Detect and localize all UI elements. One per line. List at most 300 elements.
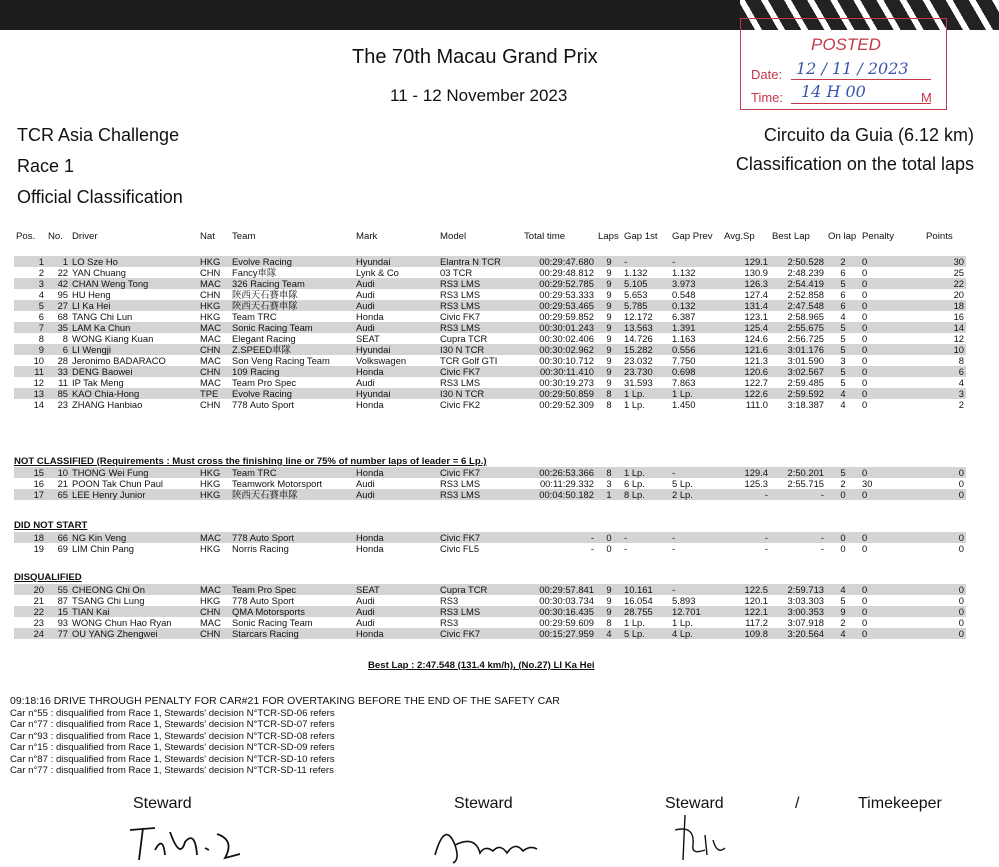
- cell-car-number: 27: [46, 300, 70, 311]
- cell-points: 0: [924, 467, 966, 478]
- column-header-on-lap: On lap: [828, 231, 857, 242]
- cell-mark: Honda: [356, 399, 384, 410]
- cell-gap-prev: 1.163: [672, 333, 696, 344]
- cell-driver: KAO Chia-Hong: [70, 388, 198, 399]
- cell-avg-speed: 121.6: [722, 344, 770, 355]
- cell-gap-prev: 5 Lp.: [672, 478, 693, 489]
- cell-gap-1st: 1 Lp.: [622, 467, 670, 478]
- cell-best-lap: 3:00.353: [770, 606, 826, 617]
- cell-pos: 22: [14, 606, 46, 617]
- cell-car-number: 6: [46, 344, 70, 355]
- table-row: [14, 543, 966, 554]
- table-row: [14, 606, 966, 617]
- cell-penalty: 0: [862, 543, 868, 554]
- cell-penalty: 0: [860, 278, 924, 289]
- cell-gap-1st: 1 Lp.: [622, 388, 670, 399]
- cell-gap-1st: 10.161: [622, 584, 670, 595]
- cell-on-lap: 5: [826, 344, 860, 355]
- cell-avg-speed: 125.3: [744, 478, 768, 489]
- stamp-time-unit: M: [921, 90, 932, 105]
- cell-gap-prev: 5.893: [672, 595, 696, 606]
- cell-total-time: 00:29:53.465: [522, 300, 596, 311]
- column-header-team: Team: [232, 231, 256, 242]
- cell-on-lap: 0: [826, 489, 860, 500]
- cell-driver: ZHANG Hanbiao: [72, 399, 143, 410]
- cell-laps: 9: [596, 322, 622, 333]
- cell-nat: MAC: [200, 617, 221, 628]
- stamp-time-label: Time:: [751, 90, 784, 105]
- cell-mark: Audi: [354, 489, 438, 500]
- cell-gap-1st: 14.726: [624, 333, 653, 344]
- cell-penalty: 0: [860, 322, 924, 333]
- cell-mark: Honda: [356, 311, 384, 322]
- cell-car-number: 66: [46, 532, 70, 543]
- cell-points: 14: [924, 322, 966, 333]
- cell-laps: 9: [596, 344, 622, 355]
- column-header-nat: Nat: [200, 231, 215, 242]
- cell-model: RS3 LMS: [440, 478, 481, 489]
- cell-points: 30: [924, 256, 966, 267]
- stamp-date-line: [791, 79, 931, 80]
- column-header-total-time: Total time: [524, 231, 566, 242]
- cell-avg-speed: 123.1: [744, 311, 768, 322]
- cell-total-time: 00:30:19.273: [539, 377, 594, 388]
- cell-best-lap: 3:03.303: [787, 595, 824, 606]
- cell-nat: HKG: [200, 478, 221, 489]
- cell-points: 0: [958, 478, 964, 489]
- column-header-driver: Driver: [72, 231, 98, 242]
- cell-penalty: 0: [862, 289, 868, 300]
- cell-car-number: 21: [57, 478, 68, 489]
- cell-best-lap: 2:58.965: [787, 311, 824, 322]
- column-header-laps: Laps: [598, 231, 619, 242]
- cell-mark: Honda: [354, 467, 438, 478]
- cell-driver: DENG Baowei: [70, 366, 198, 377]
- cell-best-lap: 2:54.419: [770, 278, 826, 289]
- cell-car-number: 69: [57, 543, 68, 554]
- classification-basis: Classification on the total laps: [735, 154, 974, 174]
- cell-avg-speed: 125.4: [722, 322, 770, 333]
- cell-on-lap: 2: [826, 256, 860, 267]
- cell-model: Elantra N TCR: [438, 256, 522, 267]
- cell-gap-1st: 5.785: [622, 300, 670, 311]
- cell-mark: Audi: [356, 377, 375, 388]
- cell-gap-prev: 0.132: [670, 300, 722, 311]
- cell-team: 陝西天石賽車隊: [232, 289, 298, 300]
- cell-on-lap: 5: [826, 366, 860, 377]
- top-dark-band: [0, 0, 740, 30]
- cell-gap-1st: 6 Lp.: [624, 478, 645, 489]
- cell-total-time: 00:30:02.962: [522, 344, 596, 355]
- stamp-date-value: 12 / 11 / 2023: [796, 59, 909, 78]
- cell-nat: HKG: [200, 543, 221, 554]
- cell-car-number: 35: [46, 322, 70, 333]
- cell-gap-prev: -: [670, 467, 722, 478]
- cell-penalty: 0: [862, 399, 868, 410]
- cell-model: I30 N TCR: [438, 388, 522, 399]
- cell-pos: 10: [33, 355, 44, 366]
- cell-gap-1st: -: [624, 543, 628, 554]
- cell-best-lap: 2:55.675: [770, 322, 826, 333]
- cell-avg-speed: -: [764, 543, 768, 554]
- cell-model: Cupra TCR: [440, 333, 488, 344]
- cell-laps: 4: [596, 628, 622, 639]
- cell-model: Cupra TCR: [438, 584, 522, 595]
- cell-driver: POON Tak Chun Paul: [72, 478, 164, 489]
- cell-gap-prev: 0.548: [672, 289, 696, 300]
- cell-points: 25: [953, 267, 964, 278]
- cell-team: 778 Auto Sport: [232, 595, 295, 606]
- cell-penalty: 30: [862, 478, 873, 489]
- cell-penalty: 0: [862, 267, 868, 278]
- cell-total-time: 00:30:16.435: [522, 606, 596, 617]
- classification-table: [14, 231, 966, 410]
- cell-model: Civic FK7: [438, 532, 522, 543]
- cell-laps: 9: [596, 300, 622, 311]
- cell-car-number: 11: [58, 377, 68, 388]
- table-row: [14, 489, 966, 500]
- cell-mark: Honda: [354, 628, 438, 639]
- cell-driver: THONG Wei Fung: [70, 467, 198, 478]
- column-header-points: Points: [926, 231, 953, 242]
- cell-total-time: 00:30:11.410: [522, 366, 596, 377]
- signature-scribble-2: [425, 815, 545, 865]
- cell-gap-prev: 1.132: [672, 267, 696, 278]
- cell-model: RS3 LMS: [438, 278, 522, 289]
- cell-penalty: 0: [860, 489, 924, 500]
- cell-best-lap: 2:59.592: [770, 388, 826, 399]
- cell-avg-speed: 120.6: [722, 366, 770, 377]
- cell-best-lap: 2:59.485: [787, 377, 824, 388]
- cell-mark: Audi: [356, 617, 375, 628]
- cell-nat: CHN: [200, 267, 221, 278]
- table-row: [14, 377, 966, 388]
- cell-pos: 8: [38, 333, 44, 344]
- cell-team: Elegant Racing: [232, 333, 296, 344]
- cell-car-number: 95: [57, 289, 68, 300]
- cell-team: Son Veng Racing Team: [232, 355, 330, 366]
- cell-best-lap: 2:47.548: [770, 300, 826, 311]
- note-line: Car n°93 : disqualified from Race 1, Stewards' decision N°TCR-SD-08 refers: [10, 730, 335, 742]
- cell-avg-speed: 127.4: [744, 289, 768, 300]
- cell-total-time: 00:15:27.959: [522, 628, 596, 639]
- table-row: [14, 595, 966, 606]
- table-row: [14, 399, 966, 410]
- cell-avg-speed: 129.1: [722, 256, 770, 267]
- cell-best-lap: 2:50.201: [770, 467, 826, 478]
- cell-pos: 15: [14, 467, 46, 478]
- cell-best-lap: 2:59.713: [770, 584, 826, 595]
- cell-avg-speed: 129.4: [722, 467, 770, 478]
- cell-laps: 9: [596, 584, 622, 595]
- cell-penalty: 0: [860, 300, 924, 311]
- cell-gap-1st: 31.593: [624, 377, 653, 388]
- cell-on-lap: 6: [826, 300, 860, 311]
- cell-points: 3: [924, 388, 966, 399]
- cell-best-lap: -: [770, 489, 826, 500]
- cell-car-number: 85: [46, 388, 70, 399]
- table-row: [14, 584, 966, 595]
- cell-mark: Audi: [356, 595, 375, 606]
- cell-gap-1st: 15.282: [622, 344, 670, 355]
- dns-table: [14, 532, 966, 554]
- cell-best-lap: 3:07.918: [787, 617, 824, 628]
- circuit-name: Circuito da Guia (6.12 km): [763, 125, 974, 145]
- cell-avg-speed: 109.8: [722, 628, 770, 639]
- cell-gap-1st: 5.105: [622, 278, 670, 289]
- cell-on-lap: 4: [840, 399, 846, 410]
- cell-model: RS3 LMS: [440, 377, 481, 388]
- cell-model: RS3 LMS: [440, 289, 481, 300]
- cell-total-time: 00:29:59.852: [539, 311, 594, 322]
- cell-gap-1st: 16.054: [624, 595, 653, 606]
- cell-driver: IP Tak Meng: [72, 377, 124, 388]
- cell-gap-1st: 13.563: [622, 322, 670, 333]
- cell-nat: CHN: [200, 289, 221, 300]
- cell-gap-prev: 1.391: [670, 322, 722, 333]
- cell-penalty: 0: [862, 377, 868, 388]
- cell-laps: 0: [606, 543, 612, 554]
- note-line: Car n°55 : disqualified from Race 1, Stewards' decision N°TCR-SD-06 refers: [10, 707, 335, 719]
- cell-on-lap: 5: [840, 333, 846, 344]
- cell-best-lap: 3:18.387: [787, 399, 824, 410]
- cell-gap-1st: 8 Lp.: [622, 489, 670, 500]
- cell-gap-1st: 1 Lp.: [624, 399, 645, 410]
- cell-model: RS3 LMS: [438, 606, 522, 617]
- cell-laps: 9: [606, 333, 612, 344]
- race-name: Race 1: [17, 156, 75, 176]
- cell-gap-prev: 12.701: [670, 606, 722, 617]
- cell-pos: 5: [14, 300, 46, 311]
- cell-on-lap: 5: [826, 467, 860, 478]
- cell-mark: Audi: [354, 322, 438, 333]
- cell-on-lap: 2: [840, 617, 846, 628]
- cell-on-lap: 5: [840, 595, 846, 606]
- cell-gap-prev: -: [670, 584, 722, 595]
- cell-pos: 16: [33, 478, 44, 489]
- cell-best-lap: 3:20.564: [770, 628, 826, 639]
- cell-mark: Lynk & Co: [356, 267, 399, 278]
- cell-pos: 13: [14, 388, 46, 399]
- cell-avg-speed: -: [722, 489, 770, 500]
- cell-points: 2: [958, 399, 964, 410]
- cell-driver: TSANG Chi Lung: [72, 595, 145, 606]
- cell-gap-1st: -: [622, 256, 670, 267]
- cell-total-time: 00:29:48.812: [539, 267, 594, 278]
- document-type: Official Classification: [17, 187, 183, 207]
- cell-avg-speed: 122.5: [722, 584, 770, 595]
- cell-gap-prev: 7.750: [672, 355, 696, 366]
- cell-nat: HKG: [198, 489, 230, 500]
- table-row: [14, 322, 966, 333]
- cell-pos: 24: [14, 628, 46, 639]
- cell-team: 陝西天石賽車隊: [230, 489, 354, 500]
- cell-car-number: 1: [46, 256, 70, 267]
- cell-gap-prev: 1 Lp.: [670, 388, 722, 399]
- cell-avg-speed: 124.6: [744, 333, 768, 344]
- cell-team: Team Pro Spec: [230, 584, 354, 595]
- cell-gap-1st: 5.653: [624, 289, 648, 300]
- cell-on-lap: 4: [840, 311, 846, 322]
- cell-points: 8: [958, 355, 964, 366]
- cell-team: 陝西天石賽車隊: [230, 300, 354, 311]
- cell-total-time: 00:30:03.734: [539, 595, 594, 606]
- cell-driver: WONG Chun Hao Ryan: [72, 617, 172, 628]
- cell-gap-prev: 2 Lp.: [670, 489, 722, 500]
- cell-driver: LI Ka Hei: [70, 300, 198, 311]
- cell-model: I30 N TCR: [438, 344, 522, 355]
- cell-driver: CHAN Weng Tong: [70, 278, 198, 289]
- column-header-gap-prev: Gap Prev: [672, 231, 713, 242]
- cell-laps: 9: [606, 267, 612, 278]
- cell-nat: MAC: [198, 532, 230, 543]
- cell-team: 109 Racing: [230, 366, 354, 377]
- cell-car-number: 42: [46, 278, 70, 289]
- cell-model: Civic FL5: [440, 543, 480, 554]
- cell-points: 12: [953, 333, 964, 344]
- cell-pos: 14: [33, 399, 44, 410]
- cell-on-lap: 9: [826, 606, 860, 617]
- cell-model: Civic FK7: [438, 628, 522, 639]
- table-row: [14, 366, 966, 377]
- cell-nat: MAC: [198, 322, 230, 333]
- cell-pos: 20: [14, 584, 46, 595]
- cell-pos: 3: [14, 278, 46, 289]
- cell-laps: 9: [596, 256, 622, 267]
- cell-total-time: -: [590, 543, 594, 554]
- cell-points: 0: [958, 595, 964, 606]
- cell-team: Team Pro Spec: [232, 377, 297, 388]
- cell-pos: 23: [33, 617, 44, 628]
- series-name: TCR Asia Challenge: [17, 125, 180, 145]
- steward-2-label: Steward: [454, 795, 513, 812]
- cell-model: RS3: [440, 595, 459, 606]
- signature-scribble-1: [125, 820, 255, 865]
- cell-gap-1st: 23.032: [624, 355, 653, 366]
- penalty-note: 09:18:16 DRIVE THROUGH PENALTY FOR CAR#21 FOR OVERTAKING BEFORE THE END OF THE SAFETY CAR: [10, 695, 560, 707]
- cell-model: Civic FK7: [438, 366, 522, 377]
- cell-best-lap: 2:52.858: [787, 289, 824, 300]
- cell-gap-1st: 1 Lp.: [624, 617, 645, 628]
- cell-gap-1st: -: [622, 532, 670, 543]
- cell-team: Z.SPEED車隊: [230, 344, 354, 355]
- cell-on-lap: 4: [826, 388, 860, 399]
- cell-penalty: 0: [862, 355, 868, 366]
- cell-mark: Volkswagen: [356, 355, 407, 366]
- cell-on-lap: 6: [840, 267, 846, 278]
- cell-nat: CHN: [198, 344, 230, 355]
- cell-team: Team TRC: [230, 467, 354, 478]
- cell-gap-1st: 23.730: [622, 366, 670, 377]
- cell-points: 0: [924, 489, 966, 500]
- cell-team: 778 Auto Sport: [230, 532, 354, 543]
- cell-gap-prev: -: [670, 256, 722, 267]
- cell-nat: MAC: [200, 333, 221, 344]
- cell-on-lap: 4: [826, 584, 860, 595]
- cell-model: TCR Golf GTI: [440, 355, 498, 366]
- cell-mark: Hyundai: [354, 256, 438, 267]
- cell-nat: HKG: [200, 311, 221, 322]
- not-classified-heading: NOT CLASSIFIED (Requirements : Must cross the finishing line or 75% of number laps of leader = 6 Lp.): [14, 456, 487, 467]
- cell-nat: HKG: [200, 595, 221, 606]
- cell-total-time: 00:04:50.182: [522, 489, 596, 500]
- cell-laps: 9: [606, 377, 612, 388]
- cell-avg-speed: 130.9: [744, 267, 768, 278]
- cell-on-lap: 2: [840, 478, 846, 489]
- cell-laps: 9: [596, 606, 622, 617]
- cell-pos: 4: [38, 289, 44, 300]
- cell-points: 0: [924, 606, 966, 617]
- cell-car-number: 15: [46, 606, 70, 617]
- cell-gap-prev: 7.863: [672, 377, 696, 388]
- posted-stamp: [740, 18, 947, 110]
- table-row: [14, 289, 966, 300]
- cell-car-number: 22: [57, 267, 68, 278]
- cell-car-number: 10: [46, 467, 70, 478]
- cell-laps: 9: [606, 311, 612, 322]
- column-header-mark: Mark: [356, 231, 378, 242]
- cell-team: QMA Motorsports: [230, 606, 354, 617]
- cell-on-lap: 0: [840, 543, 846, 554]
- cell-model: Civic FK7: [440, 311, 481, 322]
- stamp-date-label: Date:: [751, 67, 783, 82]
- cell-on-lap: 5: [826, 322, 860, 333]
- cell-nat: MAC: [200, 377, 221, 388]
- cell-gap-prev: 3.973: [670, 278, 722, 289]
- cell-driver: OU YANG Zhengwei: [70, 628, 198, 639]
- cell-gap-prev: 4 Lp.: [670, 628, 722, 639]
- table-row: [14, 628, 966, 639]
- cell-pos: 11: [14, 366, 46, 377]
- column-header-penalty: Penalty: [862, 231, 894, 242]
- cell-total-time: -: [522, 532, 596, 543]
- cell-team: Sonic Racing Team: [230, 322, 354, 333]
- table-row: [14, 388, 966, 399]
- cell-points: 20: [953, 289, 964, 300]
- stamp-time-line: [791, 103, 931, 104]
- cell-pos: 9: [14, 344, 46, 355]
- dns-heading: DID NOT START: [14, 520, 88, 531]
- cell-mark: Audi: [354, 300, 438, 311]
- cell-driver: NG Kin Veng: [70, 532, 198, 543]
- column-header-pos: Pos.: [16, 231, 36, 242]
- cell-gap-1st: 28.755: [622, 606, 670, 617]
- cell-points: 6: [924, 366, 966, 377]
- cell-pos: 7: [14, 322, 46, 333]
- cell-pos: 6: [38, 311, 44, 322]
- cell-penalty: 0: [862, 333, 868, 344]
- cell-gap-1st: 1.132: [624, 267, 648, 278]
- table-row: [14, 467, 966, 478]
- cell-total-time: 00:29:53.333: [539, 289, 594, 300]
- cell-driver: LO Sze Ho: [70, 256, 198, 267]
- cell-total-time: 00:29:52.309: [539, 399, 594, 410]
- note-line: Car n°87 : disqualified from Race 1, Stewards' decision N°TCR-SD-10 refers: [10, 753, 335, 765]
- cell-penalty: 0: [860, 628, 924, 639]
- cell-penalty: 0: [860, 606, 924, 617]
- cell-points: 4: [958, 377, 964, 388]
- cell-avg-speed: 111.0: [745, 399, 768, 410]
- column-header-gap-1st: Gap 1st: [624, 231, 658, 242]
- table-row: [14, 355, 966, 366]
- cell-penalty: 0: [862, 617, 868, 628]
- cell-driver: CHEONG Chi On: [70, 584, 198, 595]
- cell-penalty: 0: [860, 388, 924, 399]
- not-classified-table: [14, 467, 966, 500]
- cell-mark: SEAT: [354, 584, 438, 595]
- cell-pos: 12: [33, 377, 44, 388]
- cell-avg-speed: -: [722, 532, 770, 543]
